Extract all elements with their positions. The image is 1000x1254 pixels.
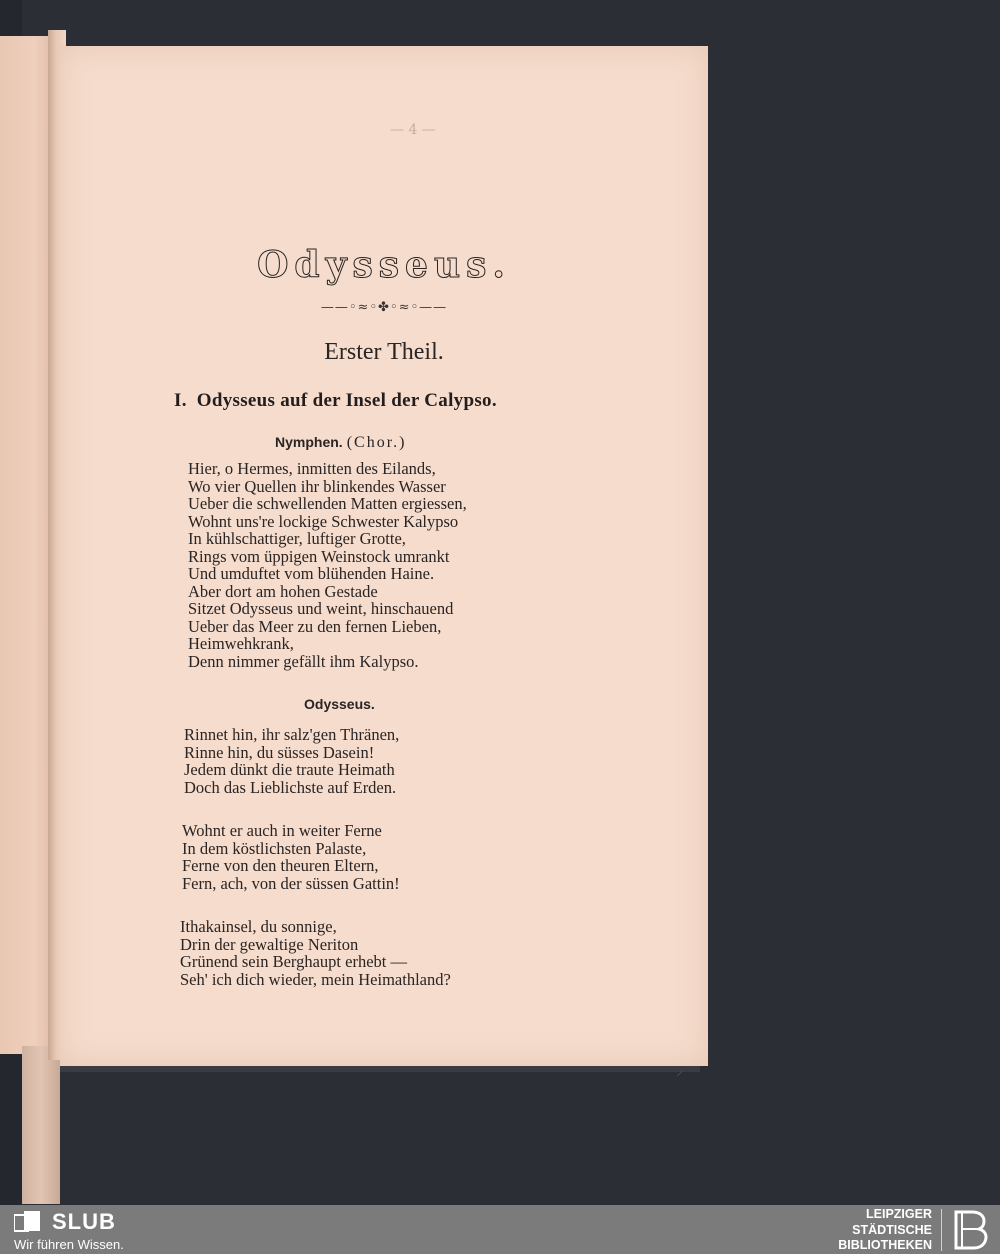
speaker-note: (Chor.) <box>346 434 407 451</box>
library-logo-line: LEIPZIGER <box>866 1207 932 1221</box>
stanza-odysseus-3 <box>180 918 451 988</box>
stanza-nymphen <box>188 460 467 670</box>
verse-line: Jedem dünkt die traute Heimath <box>184 760 395 779</box>
speaker-label-nymphen <box>275 434 406 452</box>
verse-line: Und umduftet vom blühenden Haine. <box>188 564 435 583</box>
verse-line: Rings vom üppigen Weinstock umrankt <box>188 546 450 566</box>
verse-line: Sitzet Odysseus und weint, hinschauend <box>188 599 454 618</box>
verse-line: Grünend sein Berghaupt erhebt — <box>180 952 407 971</box>
slub-logo-icon <box>14 1211 40 1233</box>
speaker-label-odysseus: Odysseus. <box>304 696 375 712</box>
verse-line: Ueber das Meer zu den fernen Lieben, <box>188 616 442 636</box>
verse-line: In kühlschattiger, luftiger Grotte, <box>188 529 406 548</box>
viewer-footer <box>0 1205 1000 1254</box>
stanza-odysseus-1 <box>184 726 399 796</box>
verse-line: Wo vier Quellen ihr blinkendes Wasser <box>188 476 446 496</box>
logo-divider <box>941 1209 942 1251</box>
part-title: Erster Theil. <box>324 339 444 365</box>
slub-logo-text: SLUB <box>52 1209 116 1234</box>
corner-mark: ⸝ <box>676 1060 685 1079</box>
slub-tagline: Wir führen Wissen. <box>14 1237 124 1252</box>
verse-line: Denn nimmer gefällt ihm Kalypso. <box>188 651 419 671</box>
page-title: Odysseus. <box>257 244 511 286</box>
stanza-odysseus-2 <box>182 822 400 892</box>
verse-line: Aber dort am hohen Gestade <box>188 581 378 601</box>
verse-line: Rinnet hin, ihr salz'gen Thränen, <box>184 725 400 744</box>
verse-line: Drin der gewaltige Neriton <box>180 934 359 954</box>
verse-line: In dem köstlichsten Palaste, <box>182 838 367 858</box>
book-page <box>60 46 708 1079</box>
library-logo-text <box>838 1207 932 1254</box>
library-b-logo-icon <box>950 1208 990 1252</box>
verse-line: Wohnt er auch in weiter Ferne <box>182 821 382 840</box>
verse-line: Seh' ich dich wieder, mein Heimathland? <box>180 969 451 989</box>
verse-line: Rinne hin, du süsses Dasein! <box>184 742 375 762</box>
page-number: — 4 — <box>390 122 436 138</box>
verse-line: Heimwehkrank, <box>188 634 294 653</box>
section-title: Odysseus auf der Insel der Calypso. <box>196 390 497 411</box>
section-heading <box>174 390 497 412</box>
book-spine-edge <box>22 1046 60 1204</box>
verse-line: Ferne von den theuren Eltern, <box>182 856 379 875</box>
ornament-divider: ——◦≈◦✤◦≈◦—— <box>320 300 448 315</box>
library-logo-line: BIBLIOTHEKEN <box>838 1238 932 1252</box>
section-number: I. <box>174 390 187 411</box>
verse-line: Wohnt uns're lockige Schwester Kalypso <box>188 511 459 531</box>
verse-line: Ithakainsel, du sonnige, <box>180 917 337 936</box>
verse-line: Hier, o Hermes, inmitten des Eilands, <box>188 459 436 478</box>
verse-line: Ueber die schwellenden Matten ergiessen, <box>188 494 467 513</box>
verse-line: Doch das Lieblichste auf Erden. <box>184 777 397 797</box>
speaker-name: Nymphen. <box>275 434 343 450</box>
library-logo-line: STÄDTISCHE <box>852 1222 932 1237</box>
verse-line: Fern, ach, von der süssen Gattin! <box>182 873 400 893</box>
